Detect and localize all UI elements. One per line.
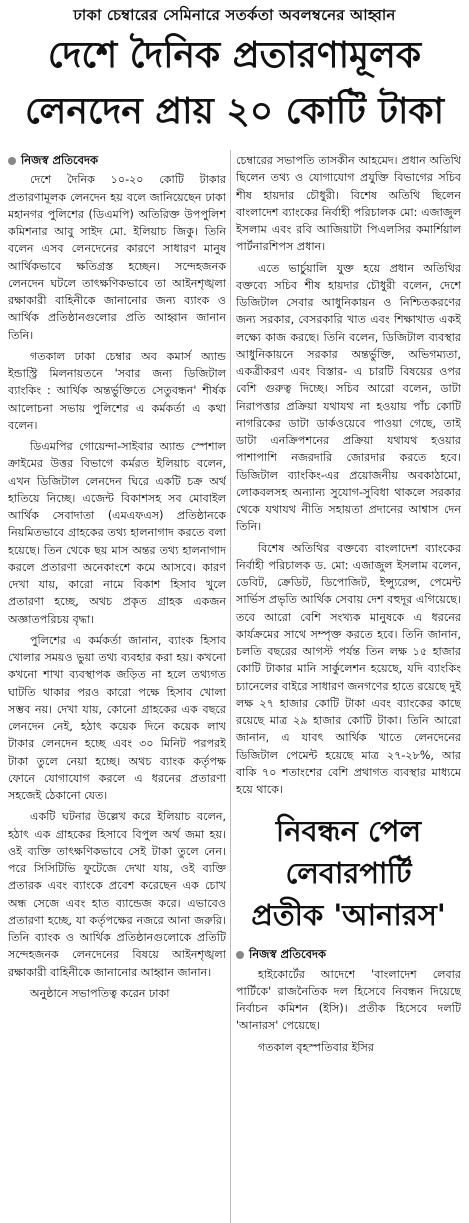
paragraph: চেম্বারের সভাপতি তাসকীন আহমেদ। প্রধান অতিথি ছিলেন তথ্য ও যোগাযোগ প্রযুক্তি বিভাগের সচিব শীষ হায়দার চৌধুরী। বিশেষ অতিথি ছিলেন বাংলাদেশ ব্যাংকের নির্বাহী পরিচালক মো: এজাজুল ইসলাম এবং রবি আজিয়াটা পিএলসির কমার্শিয়াল পার্টনারশিপস প্রধান। <box>236 154 461 254</box>
paragraph: গতকাল বৃহস্পতিবার ইসির <box>258 1040 374 1054</box>
paragraph: এতে ভার্চুয়ালি যুক্ত হয়ে প্রধান অতিথির বক্তব্যে সচিব শীষ হায়দার চৌধুরী বলেন, দেশে ডিজিটাল সেবার আধুনিকায়ন ও নিশ্চিতকরণের জন্য সরকার, বেসরকারি খাত এবং শিক্ষাখাত একই লক্ষ্যে কাজ করছে। তিনি বলেন, ডিজিটাল ব্যবস্থার আধুনিকায়নে সরকার অন্তর্ভুক্তি, অভিগম্যতা, একত্রীকরণ এবং বিস্তার- এ চারটি বিষয়ের ওপর বেশি গুরুত্ব দিচ্ছে। সচিব আরো বলেন, ডাটা নিরাপত্তার প্রক্রিয়া যথাযথ না হওয়ায় পাঁচ কোটি নাগরিকের ডাটা ডার্কওয়েবে পাওয়া গেছে, তাই ডাটা এনক্রিপশনের প্রক্রিয়া যথাযথ হওয়ার পাশাপাশি নজরদারি জোরদার করতে হবে। ডিজিটাল ব্যাংকিং-এর প্রয়োজনীয় অবকাঠামো, লোকবলসহ অন্যান্য সুযোগ-সুবিধা থাকলে সরকার থেকে যথাযথ নীতি সহায়তা প্রদানের আশ্বাস দেন তিনি। <box>236 261 461 534</box>
paragraph: ডিএমপির গোয়েন্দা-সাইবার অ্যান্ড স্পেশাল ক্রাইমের উত্তর বিভাগে কর্মরত ইলিয়াচ বলেন, এখন ডিজিটাল লেনদেন ঘিরে একটি চক্র অর্থ হাতিয়ে নিচ্ছে। এজেন্ট বিকাশসহ সব মোবাইল আর্থিক সেবাদাতা (এমএফএস) প্রতিষ্ঠানকে নিয়মিতভাবে গ্রাহকের তথ্য হালনাগাদ করতে বলা হয়েছে। তিন থেকে ছয় মাস অন্তর তথ্য হালনাগাদ করলে প্রতারণা অনেকাংশে কমে আসবে। কারণ দেখা যায়, কারো নামে বিকাশ হিসাব খুলে প্রতারণা হচ্ছে, অথচ প্রকৃত গ্রাহক একজন অজ্ঞাতপরিচয় বৃদ্ধা। <box>8 440 226 626</box>
article-left-column <box>8 152 226 1223</box>
paragraph: হাইকোর্টের আদেশে 'বাংলাদেশ লেবার পার্টিকে' রাজনৈতিক দল হিসেবে নিবন্ধন দিয়েছে নির্বাচন কমিশন (ইসি)। প্রতীক হিসেবে দলটি 'আনারস' পেয়েছে। <box>236 967 461 1033</box>
bullet-icon <box>8 157 16 165</box>
paragraph: পুলিশের এ কর্মকর্তা জানান, ব্যাংক হিসাব খোলার সময়ও ভুয়া তথ্য ব্যবহার করা হয়। কখনো কখনো শাখা ব্যবস্থাপক জড়িত না হলে তথ্যগত ঘাটতি থাকার পরও কারো পক্ষে হিসাব খোলা সম্ভব নয়। দেখা যায়, কোনো গ্রাহকের এক বছরে লেনদেন নেই, হঠাৎ কয়েক দিনে কয়েক লাখ টাকার লেনদেন হচ্ছে এবং ৩০ মিনিট পরপরই টাকা তুলে নেয়া হচ্ছে। অথচ ব্যাংক কর্তৃপক্ষ ফোনে যোগাযোগ করলে এ ধরনের প্রতারণা সহজেই ঠেকানো যেত। <box>8 633 226 802</box>
kicker: ঢাকা চেম্বারের সেমিনারে সতর্কতা অবলম্বনের আহ্বান <box>73 6 396 24</box>
headline <box>0 28 469 140</box>
bullet-icon <box>236 951 244 959</box>
byline <box>8 152 226 169</box>
second-byline <box>236 946 461 963</box>
paragraph: গতকাল ঢাকা চেম্বার অব কমার্স অ্যান্ড ইন্ডাস্ট্রি মিলনায়তনে 'সবার জন্য ডিজিটাল ব্যাংকিং : আর্থিক অন্তর্ভুক্তিতে সেতুবন্ধন' শীর্ষক আলোচনা সভায় পুলিশের এ কর্মকর্তা এ কথা বলেন। <box>8 349 226 432</box>
paragraph: বিশেষ অতিথির বক্তব্যে বাংলাদেশ ব্যাংকের নির্বাহী পরিচালক ড. মো: এজাজুল ইসলাম বলেন, ডেবিট, ক্রেডিট, ডিপোজিট, ইন্স্যুরেন্স, পেমেন্ট সার্ভিস প্রভৃতি আর্থিক সেবায় দেশ বহুদূর এগিয়েছে। তবে আরো বেশি সংখ্যক মানুষকে এ ধরনের কার্যক্রমের সাথে সম্পৃক্ত করতে হবে। তিনি জানান, চলতি বছরের আগস্ট পর্যন্ত তিন লক্ষ ১৫ হাজার কোটি টাকার মানি সার্কুলেশন হয়েছে, যদি ব্যাংকিং চ্যানেলের বাইরে সাধারণ জনগণের হাতে রয়েছে দুই লক্ষ ২৭ হাজার কোটি টাকা এবং ব্যাংকের কাছে রয়েছে মাত্র ২৯ হাজার কোটি টাকা। তিনি আরো জানান, এ যাবৎ আর্থিক খাতে লেনদেনের ডিজিটাল পেমেন্ট হয়েছে মাত্র ২৭-২৮%, আর বাকি ৭০ শতাংশের বেশি প্রথাগত ব্যবস্থার মাধ্যমে হয়ে থাকে। <box>236 541 461 796</box>
second-article-headline <box>236 810 461 936</box>
byline-text: নিজস্ব প্রতিবেদক <box>249 947 327 962</box>
paragraph: একটি ঘটনার উল্লেখ করে ইলিয়াচ বলেন, হঠাৎ এক গ্রাহকের হিসাবে বিপুল অর্থ জমা হয়। ওই ব্যক্তি তাৎক্ষণিকভাবে সেই টাকা তুলে নেন। পরে সিসিটিভি ফুটেজে দেখা যায়, ওই ব্যক্তি প্রতারক এবং ব্যাংকে প্রবেশ করেছেন এক চোখ অন্ধ সেজে এবং হাত ব্যান্ডেজ করে। এভাবেও প্রতারণা হচ্ছে, যা কর্তৃপক্ষের নজরে আনা জরুরি। তিনি ব্যাংক ও আর্থিক প্রতিষ্ঠানগুলোকে প্রতিটি সন্দেহজনক লেনদেনের বিষয়ে আইনশৃঙ্খলা রক্ষাকারী বাহিনীকে জানানোর আহ্বান জানান। <box>8 810 226 979</box>
second-headline-line-3: প্রতীক 'আনারস' <box>251 898 446 933</box>
second-headline-line-1: নিবন্ধন পেল <box>275 814 422 849</box>
paragraph: দেশে দৈনিক ১০-২০ কোটি টাকার প্রতারণামূলক লেনদেন হয় বলে জানিয়েছেন ঢাকা মহানগর পুলিশের (ডিএমপি) অতিরিক্ত উপপুলিশ কমিশনার আবু সাইদ মো. ইলিয়াচ জিকু। তিনি বলেন এসব লেনদেনের কারণে সাধারণ মানুষ আর্থিকভাবে ক্ষতিগ্রস্ত হচ্ছেন। সন্দেহজনক লেনদেন ঘটলে তাৎক্ষণিকভাবে তা আইনশৃঙ্খলা রক্ষাকারী বাহিনীকে জানানোর জন্য ব্যাংক ও আর্থিক প্রতিষ্ঠানগুলোর প্রতি আহ্বান জানান তিনি। <box>8 173 226 342</box>
paragraph: অনুষ্ঠানে সভাপতিত্ব করেন ঢাকা <box>30 986 170 1000</box>
article-right-column <box>236 152 461 1223</box>
byline-text: নিজস্ব প্রতিবেদক <box>21 153 99 167</box>
column-divider <box>230 150 231 1223</box>
second-headline-line-2: লেবারপার্টি <box>285 856 412 891</box>
headline-line-1: দেশে দৈনিক প্রতারণামূলক <box>47 35 422 76</box>
headline-line-2: লেনদেন প্রায় ২০ কোটি টাকা <box>24 91 445 132</box>
